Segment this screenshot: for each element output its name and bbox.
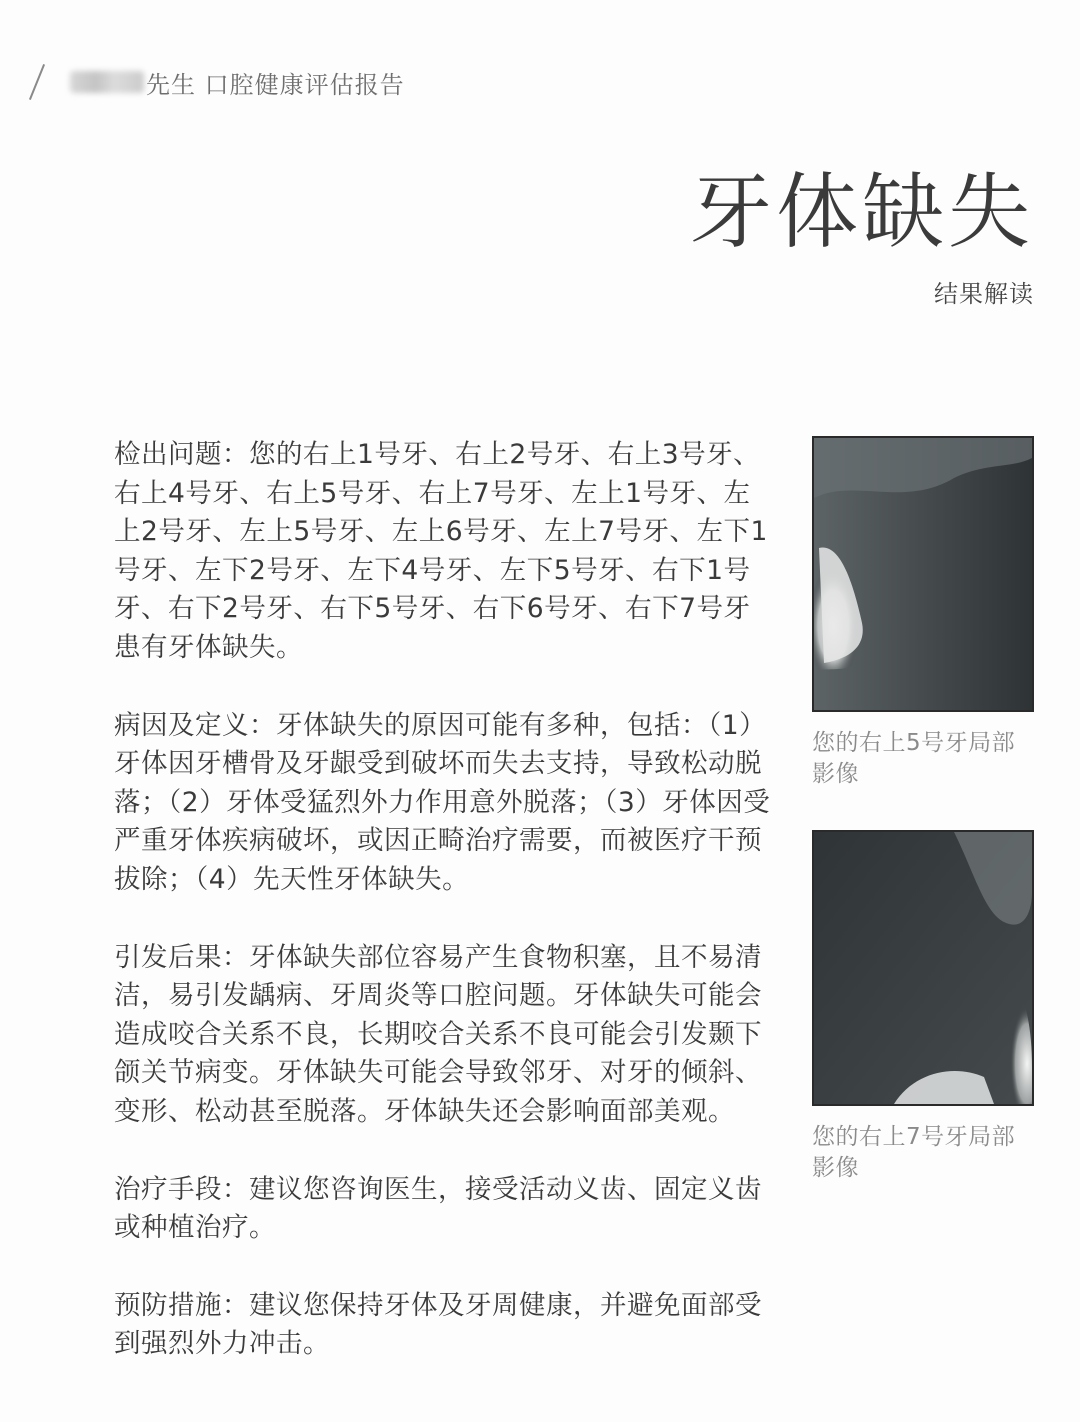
breadcrumb bbox=[28, 60, 405, 104]
section-label: 检出问题： bbox=[114, 439, 249, 470]
xray-figure-upper-right-7 bbox=[812, 830, 1034, 1184]
section-label: 预防措施： bbox=[114, 1289, 249, 1321]
section-text: 建议您咨询医生，接受活动义齿、固定义齿或种植治疗。 bbox=[114, 1173, 762, 1244]
section-text: 牙体缺失部位容易产生食物积塞，且不易清洁，易引发龋病、牙周炎等口腔问题。牙体缺失可能会造成咬合关系不良，长期咬合关系不良可能会引发颞下颌关节病变。牙体缺失可能会导致邻牙、对牙的倾斜、变形、松动甚至脱落。牙体缺失还会影响面部美观。 bbox=[114, 941, 762, 1127]
divider-slash bbox=[29, 64, 45, 100]
consequences-paragraph bbox=[114, 939, 774, 1132]
figure-caption: 您的右上7号牙局部影像 bbox=[812, 1124, 1016, 1181]
report-header-text: 先生 口腔健康评估报告 bbox=[146, 70, 405, 99]
blurred-patient-name bbox=[70, 71, 144, 93]
section-label: 引发后果： bbox=[114, 941, 249, 973]
page-subtitle: 结果解读 bbox=[934, 280, 1034, 308]
section-text: 建议您保持牙体及牙周健康，并避免面部受到强烈外力冲击。 bbox=[114, 1289, 762, 1360]
treatment-paragraph bbox=[114, 1171, 774, 1248]
report-body bbox=[114, 436, 774, 1403]
figure-caption: 您的右上5号牙局部影像 bbox=[812, 730, 1016, 787]
section-label: 病因及定义： bbox=[114, 709, 276, 741]
detected-problems-paragraph bbox=[114, 436, 774, 668]
xray-image bbox=[812, 830, 1034, 1106]
section-text: 牙体缺失的原因可能有多种，包括：（1）牙体因牙槽骨及牙龈受到破坏而失去支持，导致松动脱落；（2）牙体受猛烈外力作用意外脱落；（3）牙体因受严重牙体疾病破坏，或因正畸治疗需要，而被医疗干预拔除；（4）先天性牙体缺失。 bbox=[114, 709, 771, 895]
prevention-paragraph bbox=[114, 1287, 774, 1364]
section-label: 治疗手段： bbox=[114, 1173, 249, 1205]
xray-figure-upper-right-5 bbox=[812, 436, 1034, 790]
page-title: 牙体缺失 bbox=[689, 165, 1034, 260]
cause-definition-paragraph bbox=[114, 707, 774, 900]
xray-image bbox=[812, 436, 1034, 712]
section-text: 您的右上1号牙、右上2号牙、右上3号牙、右上4号牙、右上5号牙、右上7号牙、左上1号牙、左上2号牙、左上5号牙、左上6号牙、左上7号牙、左下1号牙、左下2号牙、左下4号牙、左下5号牙、右下1号牙、右下2号牙、右下5号牙、右下6号牙、右下7号牙患有牙体缺失。 bbox=[114, 439, 768, 663]
